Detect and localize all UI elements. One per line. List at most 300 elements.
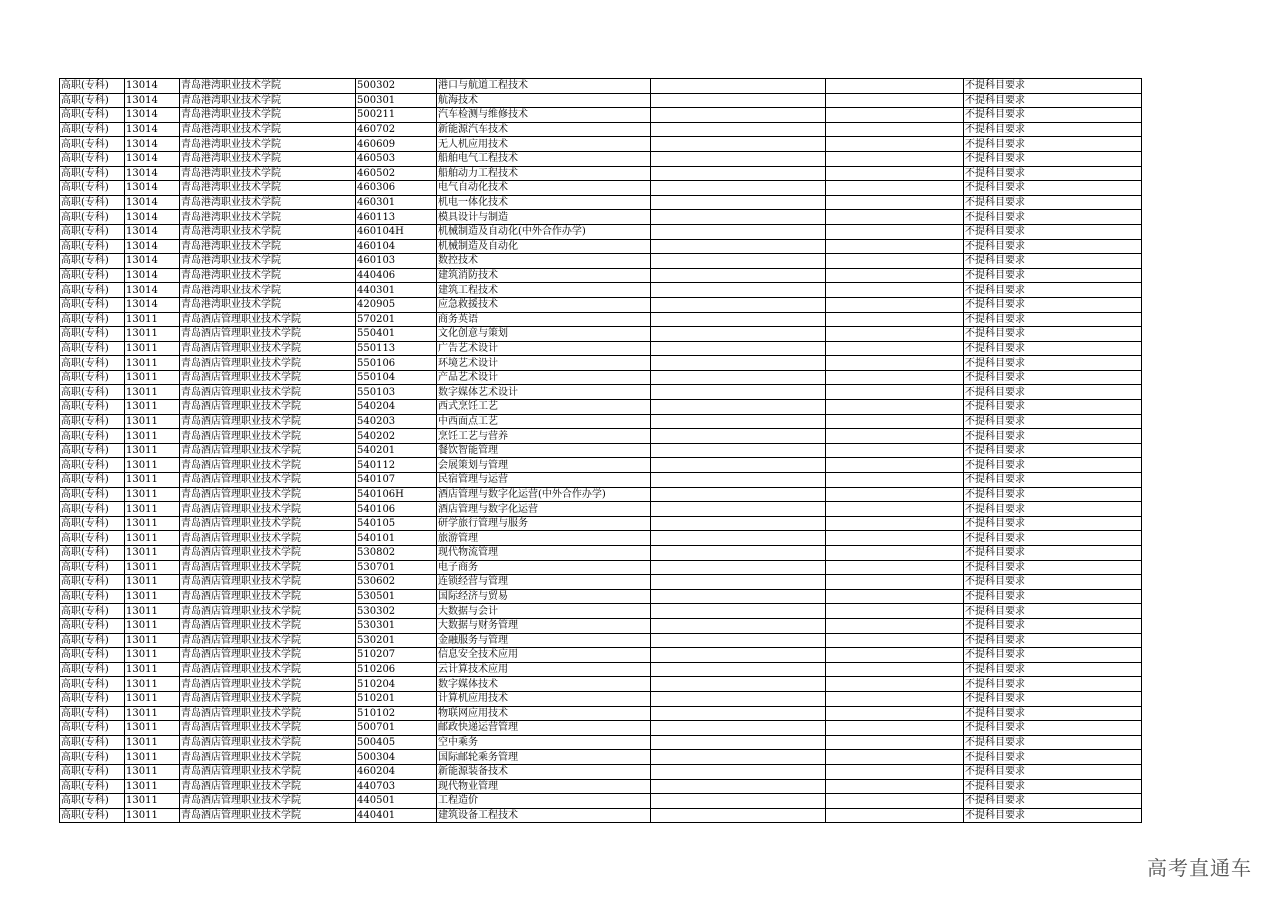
school-name-cell: 青岛酒店管理职业技术学院 <box>180 458 356 473</box>
level-cell: 高职(专科) <box>60 108 125 123</box>
school-name-cell: 青岛港湾职业技术学院 <box>180 195 356 210</box>
major-name-cell: 数字媒体艺术设计 <box>437 385 651 400</box>
blank-cell-b <box>826 79 964 94</box>
major-code-cell: 570201 <box>356 312 437 327</box>
requirement-cell: 不提科目要求 <box>964 575 1142 590</box>
school-code-cell: 13014 <box>125 151 180 166</box>
major-code-cell: 440301 <box>356 283 437 298</box>
school-name-cell: 青岛酒店管理职业技术学院 <box>180 589 356 604</box>
blank-cell-b <box>826 268 964 283</box>
major-name-cell: 云计算技术应用 <box>437 662 651 677</box>
blank-cell-a <box>651 531 826 546</box>
table-row <box>60 239 1142 254</box>
major-name-cell: 航海技术 <box>437 93 651 108</box>
major-name-cell: 船舶动力工程技术 <box>437 166 651 181</box>
table-row <box>60 385 1142 400</box>
major-code-cell: 540107 <box>356 473 437 488</box>
level-cell: 高职(专科) <box>60 779 125 794</box>
school-code-cell: 13011 <box>125 385 180 400</box>
major-name-cell: 广告艺术设计 <box>437 341 651 356</box>
school-code-cell: 13011 <box>125 560 180 575</box>
major-code-cell: 530701 <box>356 560 437 575</box>
school-code-cell: 13014 <box>125 297 180 312</box>
blank-cell-a <box>651 721 826 736</box>
level-cell: 高职(专科) <box>60 254 125 269</box>
major-code-cell: 540106 <box>356 502 437 517</box>
major-code-cell: 550113 <box>356 341 437 356</box>
school-code-cell: 13011 <box>125 575 180 590</box>
school-code-cell: 13014 <box>125 283 180 298</box>
blank-cell-b <box>826 516 964 531</box>
level-cell: 高职(专科) <box>60 808 125 823</box>
school-name-cell: 青岛酒店管理职业技术学院 <box>180 691 356 706</box>
school-name-cell: 青岛港湾职业技术学院 <box>180 254 356 269</box>
table-row <box>60 93 1142 108</box>
major-code-cell: 460301 <box>356 195 437 210</box>
major-code-cell: 510204 <box>356 677 437 692</box>
major-name-cell: 国际经济与贸易 <box>437 589 651 604</box>
blank-cell-b <box>826 691 964 706</box>
blank-cell-b <box>826 414 964 429</box>
blank-cell-a <box>651 502 826 517</box>
level-cell: 高职(专科) <box>60 706 125 721</box>
blank-cell-a <box>651 341 826 356</box>
requirement-cell: 不提科目要求 <box>964 93 1142 108</box>
major-code-cell: 460103 <box>356 254 437 269</box>
level-cell: 高职(专科) <box>60 589 125 604</box>
requirement-cell: 不提科目要求 <box>964 691 1142 706</box>
major-name-cell: 建筑消防技术 <box>437 268 651 283</box>
school-code-cell: 13011 <box>125 648 180 663</box>
blank-cell-b <box>826 458 964 473</box>
major-code-cell: 460104H <box>356 224 437 239</box>
table-row <box>60 779 1142 794</box>
blank-cell-b <box>826 589 964 604</box>
major-code-cell: 500211 <box>356 108 437 123</box>
requirement-cell: 不提科目要求 <box>964 721 1142 736</box>
level-cell: 高职(专科) <box>60 195 125 210</box>
level-cell: 高职(专科) <box>60 604 125 619</box>
school-name-cell: 青岛酒店管理职业技术学院 <box>180 633 356 648</box>
table-row <box>60 473 1142 488</box>
major-name-cell: 国际邮轮乘务管理 <box>437 750 651 765</box>
school-code-cell: 13011 <box>125 662 180 677</box>
school-code-cell: 13011 <box>125 473 180 488</box>
major-code-cell: 530301 <box>356 618 437 633</box>
blank-cell-b <box>826 341 964 356</box>
requirement-cell: 不提科目要求 <box>964 429 1142 444</box>
school-name-cell: 青岛酒店管理职业技术学院 <box>180 706 356 721</box>
level-cell: 高职(专科) <box>60 721 125 736</box>
table-row <box>60 691 1142 706</box>
blank-cell-b <box>826 531 964 546</box>
requirement-cell: 不提科目要求 <box>964 706 1142 721</box>
requirement-cell: 不提科目要求 <box>964 560 1142 575</box>
major-name-cell: 机电一体化技术 <box>437 195 651 210</box>
school-name-cell: 青岛港湾职业技术学院 <box>180 79 356 94</box>
school-code-cell: 13011 <box>125 370 180 385</box>
level-cell: 高职(专科) <box>60 691 125 706</box>
table-row <box>60 531 1142 546</box>
blank-cell-b <box>826 122 964 137</box>
major-name-cell: 应急救援技术 <box>437 297 651 312</box>
table-row <box>60 268 1142 283</box>
blank-cell-b <box>826 137 964 152</box>
requirement-cell: 不提科目要求 <box>964 487 1142 502</box>
school-name-cell: 青岛酒店管理职业技术学院 <box>180 487 356 502</box>
table-row <box>60 283 1142 298</box>
blank-cell-a <box>651 589 826 604</box>
school-name-cell: 青岛港湾职业技术学院 <box>180 108 356 123</box>
major-code-cell: 460113 <box>356 210 437 225</box>
table-row <box>60 414 1142 429</box>
blank-cell-a <box>651 414 826 429</box>
major-code-cell: 460609 <box>356 137 437 152</box>
blank-cell-a <box>651 575 826 590</box>
blank-cell-b <box>826 181 964 196</box>
school-code-cell: 13011 <box>125 516 180 531</box>
blank-cell-b <box>826 575 964 590</box>
blank-cell-b <box>826 151 964 166</box>
major-name-cell: 商务英语 <box>437 312 651 327</box>
school-code-cell: 13014 <box>125 108 180 123</box>
blank-cell-b <box>826 210 964 225</box>
major-code-cell: 530302 <box>356 604 437 619</box>
level-cell: 高职(专科) <box>60 268 125 283</box>
major-name-cell: 空中乘务 <box>437 735 651 750</box>
blank-cell-a <box>651 764 826 779</box>
level-cell: 高职(专科) <box>60 210 125 225</box>
major-name-cell: 西式烹饪工艺 <box>437 400 651 415</box>
school-code-cell: 13011 <box>125 546 180 561</box>
level-cell: 高职(专科) <box>60 575 125 590</box>
level-cell: 高职(专科) <box>60 385 125 400</box>
requirement-cell: 不提科目要求 <box>964 648 1142 663</box>
table-row <box>60 181 1142 196</box>
requirement-cell: 不提科目要求 <box>964 341 1142 356</box>
requirement-cell: 不提科目要求 <box>964 677 1142 692</box>
blank-cell-a <box>651 648 826 663</box>
school-code-cell: 13014 <box>125 93 180 108</box>
requirement-cell: 不提科目要求 <box>964 137 1142 152</box>
major-code-cell: 530501 <box>356 589 437 604</box>
requirement-cell: 不提科目要求 <box>964 224 1142 239</box>
school-name-cell: 青岛港湾职业技术学院 <box>180 151 356 166</box>
major-name-cell: 大数据与财务管理 <box>437 618 651 633</box>
school-code-cell: 13011 <box>125 794 180 809</box>
major-name-cell: 数字媒体技术 <box>437 677 651 692</box>
major-code-cell: 440703 <box>356 779 437 794</box>
blank-cell-b <box>826 356 964 371</box>
school-code-cell: 13014 <box>125 137 180 152</box>
blank-cell-a <box>651 195 826 210</box>
major-code-cell: 540202 <box>356 429 437 444</box>
school-code-cell: 13011 <box>125 721 180 736</box>
requirement-cell: 不提科目要求 <box>964 750 1142 765</box>
table-row <box>60 166 1142 181</box>
school-name-cell: 青岛酒店管理职业技术学院 <box>180 764 356 779</box>
table-row <box>60 327 1142 342</box>
table-row <box>60 575 1142 590</box>
major-name-cell: 研学旅行管理与服务 <box>437 516 651 531</box>
school-name-cell: 青岛酒店管理职业技术学院 <box>180 356 356 371</box>
blank-cell-b <box>826 370 964 385</box>
blank-cell-a <box>651 429 826 444</box>
blank-cell-b <box>826 93 964 108</box>
major-name-cell: 烹饪工艺与营养 <box>437 429 651 444</box>
requirement-cell: 不提科目要求 <box>964 458 1142 473</box>
school-name-cell: 青岛酒店管理职业技术学院 <box>180 735 356 750</box>
blank-cell-a <box>651 516 826 531</box>
requirement-cell: 不提科目要求 <box>964 633 1142 648</box>
blank-cell-a <box>651 297 826 312</box>
major-code-cell: 510201 <box>356 691 437 706</box>
school-name-cell: 青岛酒店管理职业技术学院 <box>180 502 356 517</box>
major-name-cell: 环境艺术设计 <box>437 356 651 371</box>
school-code-cell: 13011 <box>125 429 180 444</box>
blank-cell-b <box>826 429 964 444</box>
blank-cell-a <box>651 677 826 692</box>
table-row <box>60 312 1142 327</box>
level-cell: 高职(专科) <box>60 429 125 444</box>
level-cell: 高职(专科) <box>60 166 125 181</box>
level-cell: 高职(专科) <box>60 750 125 765</box>
requirement-cell: 不提科目要求 <box>964 108 1142 123</box>
requirement-cell: 不提科目要求 <box>964 779 1142 794</box>
school-name-cell: 青岛酒店管理职业技术学院 <box>180 560 356 575</box>
requirement-cell: 不提科目要求 <box>964 531 1142 546</box>
blank-cell-b <box>826 546 964 561</box>
table-row <box>60 370 1142 385</box>
major-code-cell: 540105 <box>356 516 437 531</box>
major-code-cell: 530201 <box>356 633 437 648</box>
school-name-cell: 青岛酒店管理职业技术学院 <box>180 429 356 444</box>
blank-cell-a <box>651 385 826 400</box>
school-name-cell: 青岛酒店管理职业技术学院 <box>180 531 356 546</box>
level-cell: 高职(专科) <box>60 151 125 166</box>
requirement-cell: 不提科目要求 <box>964 327 1142 342</box>
blank-cell-a <box>651 151 826 166</box>
major-code-cell: 500304 <box>356 750 437 765</box>
school-code-cell: 13014 <box>125 210 180 225</box>
blank-cell-b <box>826 779 964 794</box>
school-name-cell: 青岛港湾职业技术学院 <box>180 224 356 239</box>
school-name-cell: 青岛酒店管理职业技术学院 <box>180 662 356 677</box>
school-code-cell: 13011 <box>125 400 180 415</box>
school-code-cell: 13011 <box>125 327 180 342</box>
major-code-cell: 510102 <box>356 706 437 721</box>
blank-cell-a <box>651 662 826 677</box>
school-code-cell: 13011 <box>125 531 180 546</box>
school-code-cell: 13011 <box>125 735 180 750</box>
major-code-cell: 440401 <box>356 808 437 823</box>
table-row <box>60 721 1142 736</box>
level-cell: 高职(专科) <box>60 677 125 692</box>
level-cell: 高职(专科) <box>60 137 125 152</box>
major-name-cell: 酒店管理与数字化运营 <box>437 502 651 517</box>
school-name-cell: 青岛酒店管理职业技术学院 <box>180 648 356 663</box>
level-cell: 高职(专科) <box>60 560 125 575</box>
blank-cell-a <box>651 239 826 254</box>
level-cell: 高职(专科) <box>60 341 125 356</box>
blank-cell-a <box>651 750 826 765</box>
school-name-cell: 青岛酒店管理职业技术学院 <box>180 618 356 633</box>
major-code-cell: 530802 <box>356 546 437 561</box>
blank-cell-b <box>826 735 964 750</box>
blank-cell-a <box>651 254 826 269</box>
major-name-cell: 大数据与会计 <box>437 604 651 619</box>
school-name-cell: 青岛酒店管理职业技术学院 <box>180 546 356 561</box>
major-code-cell: 540204 <box>356 400 437 415</box>
blank-cell-b <box>826 764 964 779</box>
blank-cell-a <box>651 181 826 196</box>
requirement-cell: 不提科目要求 <box>964 268 1142 283</box>
major-name-cell: 建筑工程技术 <box>437 283 651 298</box>
school-name-cell: 青岛酒店管理职业技术学院 <box>180 370 356 385</box>
blank-cell-b <box>826 721 964 736</box>
level-cell: 高职(专科) <box>60 546 125 561</box>
level-cell: 高职(专科) <box>60 443 125 458</box>
blank-cell-a <box>651 400 826 415</box>
blank-cell-a <box>651 633 826 648</box>
blank-cell-b <box>826 808 964 823</box>
blank-cell-b <box>826 385 964 400</box>
major-name-cell: 港口与航道工程技术 <box>437 79 651 94</box>
blank-cell-b <box>826 224 964 239</box>
major-code-cell: 510206 <box>356 662 437 677</box>
table-row <box>60 794 1142 809</box>
table-row <box>60 400 1142 415</box>
major-code-cell: 550104 <box>356 370 437 385</box>
blank-cell-b <box>826 400 964 415</box>
requirement-cell: 不提科目要求 <box>964 808 1142 823</box>
school-code-cell: 13011 <box>125 502 180 517</box>
major-code-cell: 500301 <box>356 93 437 108</box>
requirement-cell: 不提科目要求 <box>964 151 1142 166</box>
school-code-cell: 13014 <box>125 195 180 210</box>
requirement-cell: 不提科目要求 <box>964 79 1142 94</box>
blank-cell-a <box>651 370 826 385</box>
table-row <box>60 458 1142 473</box>
major-code-cell: 550401 <box>356 327 437 342</box>
blank-cell-a <box>651 137 826 152</box>
blank-cell-b <box>826 677 964 692</box>
school-code-cell: 13011 <box>125 706 180 721</box>
blank-cell-b <box>826 239 964 254</box>
blank-cell-a <box>651 283 826 298</box>
requirement-cell: 不提科目要求 <box>964 181 1142 196</box>
blank-cell-a <box>651 473 826 488</box>
blank-cell-a <box>651 808 826 823</box>
school-code-cell: 13014 <box>125 181 180 196</box>
major-name-cell: 物联网应用技术 <box>437 706 651 721</box>
requirement-cell: 不提科目要求 <box>964 239 1142 254</box>
table-body <box>60 79 1142 823</box>
level-cell: 高职(专科) <box>60 93 125 108</box>
blank-cell-a <box>651 691 826 706</box>
level-cell: 高职(专科) <box>60 181 125 196</box>
requirement-cell: 不提科目要求 <box>964 735 1142 750</box>
major-name-cell: 模具设计与制造 <box>437 210 651 225</box>
blank-cell-a <box>651 794 826 809</box>
table-row <box>60 341 1142 356</box>
blank-cell-a <box>651 93 826 108</box>
school-name-cell: 青岛酒店管理职业技术学院 <box>180 808 356 823</box>
table-row <box>60 618 1142 633</box>
blank-cell-a <box>651 79 826 94</box>
table-row <box>60 633 1142 648</box>
blank-cell-b <box>826 108 964 123</box>
blank-cell-a <box>651 706 826 721</box>
blank-cell-a <box>651 546 826 561</box>
blank-cell-b <box>826 648 964 663</box>
blank-cell-b <box>826 297 964 312</box>
major-name-cell: 工程造价 <box>437 794 651 809</box>
school-code-cell: 13014 <box>125 239 180 254</box>
requirement-cell: 不提科目要求 <box>964 122 1142 137</box>
blank-cell-b <box>826 166 964 181</box>
school-code-cell: 13014 <box>125 268 180 283</box>
major-name-cell: 汽车检测与维修技术 <box>437 108 651 123</box>
level-cell: 高职(专科) <box>60 648 125 663</box>
requirement-cell: 不提科目要求 <box>964 210 1142 225</box>
school-code-cell: 13011 <box>125 356 180 371</box>
blank-cell-a <box>651 108 826 123</box>
major-name-cell: 民宿管理与运营 <box>437 473 651 488</box>
major-name-cell: 邮政快递运营管理 <box>437 721 651 736</box>
level-cell: 高职(专科) <box>60 297 125 312</box>
major-name-cell: 金融服务与管理 <box>437 633 651 648</box>
major-name-cell: 新能源装备技术 <box>437 764 651 779</box>
school-name-cell: 青岛酒店管理职业技术学院 <box>180 794 356 809</box>
school-name-cell: 青岛港湾职业技术学院 <box>180 210 356 225</box>
major-code-cell: 500405 <box>356 735 437 750</box>
blank-cell-a <box>651 268 826 283</box>
table-row <box>60 297 1142 312</box>
major-code-cell: 540106H <box>356 487 437 502</box>
table-row <box>60 677 1142 692</box>
school-code-cell: 13014 <box>125 166 180 181</box>
school-code-cell: 13014 <box>125 224 180 239</box>
school-name-cell: 青岛港湾职业技术学院 <box>180 239 356 254</box>
major-name-cell: 新能源汽车技术 <box>437 122 651 137</box>
major-name-cell: 电气自动化技术 <box>437 181 651 196</box>
level-cell: 高职(专科) <box>60 633 125 648</box>
major-code-cell: 530602 <box>356 575 437 590</box>
blank-cell-a <box>651 458 826 473</box>
blank-cell-a <box>651 779 826 794</box>
blank-cell-a <box>651 443 826 458</box>
level-cell: 高职(专科) <box>60 122 125 137</box>
major-code-cell: 540101 <box>356 531 437 546</box>
requirement-cell: 不提科目要求 <box>964 297 1142 312</box>
school-name-cell: 青岛酒店管理职业技术学院 <box>180 516 356 531</box>
requirement-cell: 不提科目要求 <box>964 618 1142 633</box>
school-code-cell: 13011 <box>125 341 180 356</box>
school-name-cell: 青岛酒店管理职业技术学院 <box>180 750 356 765</box>
blank-cell-b <box>826 633 964 648</box>
table-row <box>60 560 1142 575</box>
major-code-cell: 440501 <box>356 794 437 809</box>
blank-cell-b <box>826 443 964 458</box>
requirement-cell: 不提科目要求 <box>964 502 1142 517</box>
school-name-cell: 青岛港湾职业技术学院 <box>180 166 356 181</box>
requirement-cell: 不提科目要求 <box>964 794 1142 809</box>
major-name-cell: 会展策划与管理 <box>437 458 651 473</box>
table-row <box>60 210 1142 225</box>
major-name-cell: 船舶电气工程技术 <box>437 151 651 166</box>
school-name-cell: 青岛酒店管理职业技术学院 <box>180 341 356 356</box>
